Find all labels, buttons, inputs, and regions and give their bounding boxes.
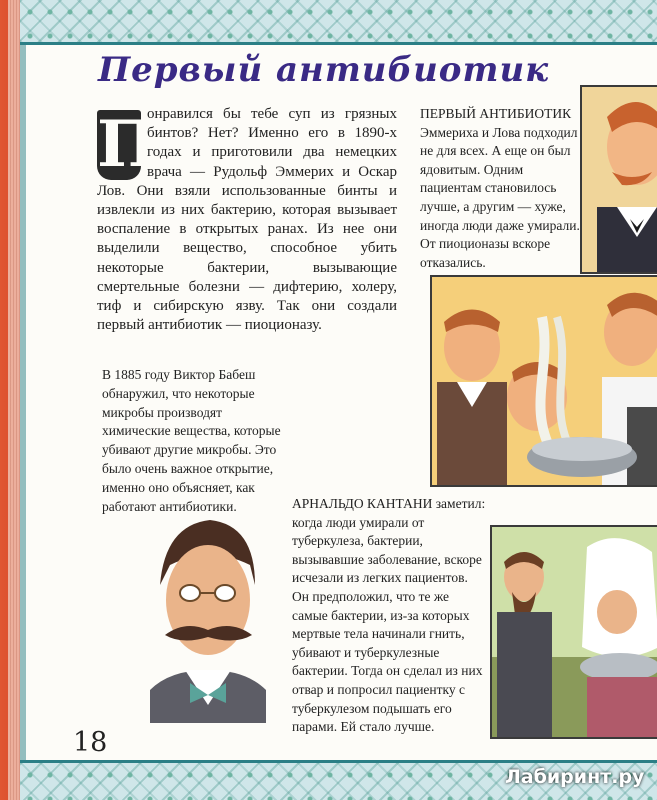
babesh-note: В 1885 году Виктор Бабеш обнаружил, что некоторые микробы производят химические вещества, которые убивают другие микробы. Это было очень важное открытие, именно оно объясняет, как работают антибиотики. [102, 367, 281, 514]
top-ornament-border [20, 0, 657, 45]
page-title: Первый антибиотик [98, 50, 550, 90]
page-number: 18 [73, 727, 108, 758]
main-paragraph [97, 105, 397, 335]
illustration-scientist-portrait [580, 85, 657, 274]
side-note [420, 105, 580, 272]
drop-cap: П [97, 107, 158, 182]
main-paragraph-text: онравился бы тебе суп из грязных бинтов? Нет? Именно его в 1890-х годах и приготовили два немецких врача — Рудольф Эммерих и Оскар Лов. Они взяли использованные бинты и извлекли из них бактерию, которая вызывает воспаление в открытых ранах. Из нее они выделили вещество, способное убить некоторые бактерии, вызывающие смертельные болезни — дифтерию, холеру, тиф и сибирскую язву. Так они создали первый антибиотик — пиоционазу. [97, 106, 397, 334]
illustration-bandage-soup [430, 275, 657, 487]
illustration-cantani-portrait [140, 505, 270, 723]
kantani-note-heading: АРНАЛЬДО КАНТАНИ [292, 496, 433, 511]
left-ornament-border [20, 42, 26, 760]
illustration-patient-inhaling [490, 525, 657, 739]
watermark-logo: Лабиринт.ру [505, 766, 645, 788]
side-note-text: Эммериха и Лова подходил не для всех. А еще он был ядовитым. Одним пациентам становилось лучше, а другим — хуже, иногда люди даже умирали. От пиоционазы вскоре отказались. [420, 124, 580, 270]
side-note-heading: ПЕРВЫЙ АНТИБИОТИК [420, 106, 572, 121]
kantani-note [292, 495, 488, 737]
kantani-note-text: заметил: когда люди умирали от туберкулеза, бактерии, вызывавшие заболевание, вскоре исчезали из легких пациентов. Он предположил, что те же самые бактерии, из-за которых мертвые тела начинали гнить, убивают и туберкулезные бактерии. Тогда он сделал из них отвар и попросил пациентку с туберкулезом подышать его парами. Ей стало лучше. [292, 496, 486, 735]
